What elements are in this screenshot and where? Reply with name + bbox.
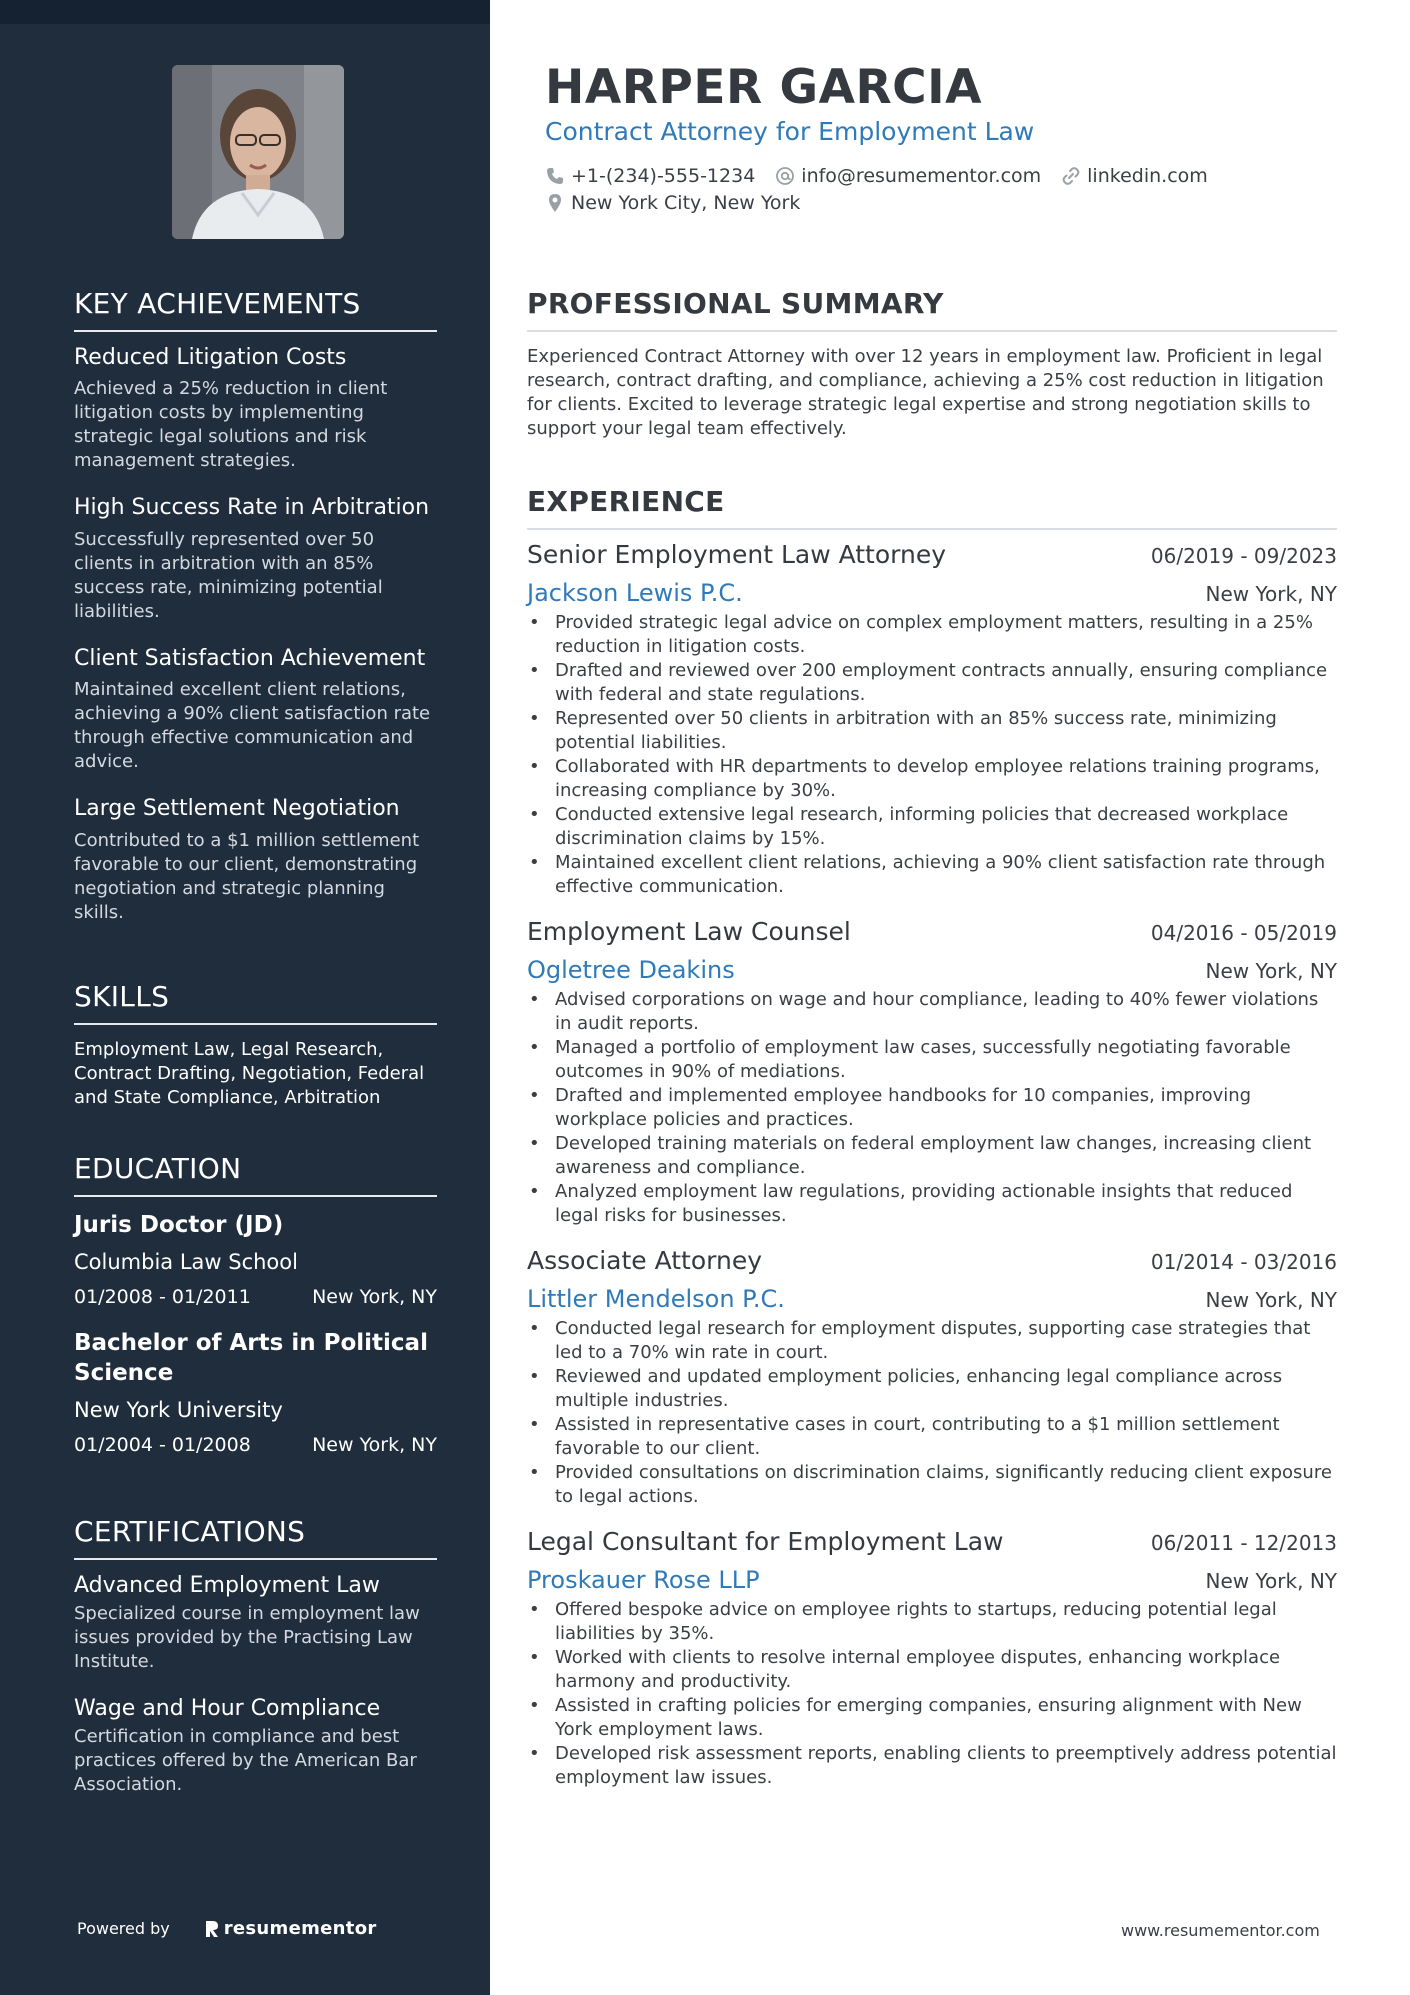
job-bullet: • Offered bespoke advice on employee rights to startups, reducing potential legal liabilities by 35%. [527, 1598, 1337, 1646]
powered-by [77, 1918, 377, 1939]
job-title: Associate Attorney [527, 1246, 763, 1275]
education-item [74, 1328, 437, 1456]
contact-row [545, 165, 1228, 187]
powered-by-label: Powered by [77, 1919, 170, 1938]
education-item [74, 1210, 437, 1308]
section-title: KEY ACHIEVEMENTS [74, 287, 437, 332]
job-subheader [527, 956, 1337, 984]
contact-location [545, 192, 800, 214]
education-degree: Bachelor of Arts in Political Science [74, 1330, 428, 1386]
job-bullets [527, 611, 1337, 899]
achievement-title: Client Satisfaction Achievement [74, 645, 426, 671]
job-dates: 06/2019 - 09/2023 [1150, 544, 1337, 568]
job-bullet: • Reviewed and updated employment policies, enhancing legal compliance across multiple industries. [527, 1365, 1337, 1413]
job-bullet: • Provided consultations on discrimination claims, significantly reducing client exposure to legal actions. [527, 1461, 1337, 1509]
certification-item [74, 1573, 437, 1674]
skills-list: Employment Law, Legal Research, Contract Drafting, Negotiation, Federal and State Compliance, Arbitration [74, 1039, 425, 1108]
professional-summary-section [527, 287, 1337, 441]
education-location: New York, NY [312, 1434, 437, 1456]
section-title: PROFESSIONAL SUMMARY [527, 287, 1337, 332]
job-entry [527, 917, 1337, 1228]
education-meta [74, 1286, 437, 1308]
achievement-description: Successfully represented over 50 clients in arbitration with an 85% success rate, minimizing potential liabilities. [74, 528, 383, 622]
candidate-role: Contract Attorney for Employment Law [545, 117, 1035, 146]
job-bullet: • Managed a portfolio of employment law cases, successfully negotiating favorable outcomes in 90% of mediations. [527, 1036, 1337, 1084]
job-company: Jackson Lewis P.C. [527, 579, 743, 607]
job-dates: 01/2014 - 03/2016 [1150, 1250, 1337, 1274]
job-dates: 06/2011 - 12/2013 [1150, 1531, 1337, 1555]
at-icon [775, 166, 795, 186]
section-title: SKILLS [74, 980, 437, 1025]
job-bullet: • Conducted legal research for employment disputes, supporting case strategies that led to a 70% win rate in court. [527, 1317, 1337, 1365]
job-bullet: • Developed training materials on federal employment law changes, increasing client awareness and compliance. [527, 1132, 1337, 1180]
contact-row-location [545, 192, 820, 214]
phone-text: +1-(234)-555-1234 [571, 165, 756, 187]
section-title: EDUCATION [74, 1152, 437, 1197]
certification-item [74, 1696, 437, 1797]
job-header [527, 1246, 1337, 1275]
job-location: New York, NY [1205, 582, 1337, 606]
education-section [74, 1152, 437, 1476]
contact-email[interactable] [775, 165, 1041, 187]
achievement-description: Maintained excellent client relations, achieving a 90% client satisfaction rate through effective communication and advice. [74, 679, 431, 773]
job-bullet: • Represented over 50 clients in arbitration with an 85% success rate, minimizing potential liabilities. [527, 707, 1337, 755]
job-bullet: • Assisted in crafting policies for emerging companies, ensuring alignment with New York employment laws. [527, 1694, 1337, 1742]
education-location: New York, NY [312, 1286, 437, 1308]
job-bullet: • Conducted extensive legal research, informing policies that decreased workplace discrimination claims by 15%. [527, 803, 1337, 851]
achievement-item [74, 796, 437, 924]
email-text: info@resumementor.com [801, 165, 1042, 187]
summary-text: Experienced Contract Attorney with over 12 years in employment law. Proficient in legal research, contract drafting, and compliance, achieving a 25% cost reduction in litigation for clients. Excited to leverage strategic legal expertise and strong negotiation skills to support your legal team effectively. [527, 346, 1324, 439]
education-meta [74, 1434, 437, 1456]
achievement-title: Large Settlement Negotiation [74, 796, 400, 822]
job-company: Littler Mendelson P.C. [527, 1285, 785, 1313]
job-title: Senior Employment Law Attorney [527, 540, 947, 569]
job-bullet: • Worked with clients to resolve internal employee disputes, enhancing workplace harmony and productivity. [527, 1646, 1337, 1694]
candidate-name: HARPER GARCIA [545, 60, 983, 115]
job-title: Employment Law Counsel [527, 917, 851, 946]
job-header [527, 540, 1337, 569]
job-bullets [527, 1317, 1337, 1509]
job-bullet: • Analyzed employment law regulations, providing actionable insights that reduced legal risks for businesses. [527, 1180, 1337, 1228]
certification-description: Specialized course in employment law issues provided by the Practising Law Institute. [74, 1603, 420, 1672]
section-title: CERTIFICATIONS [74, 1515, 437, 1560]
certification-title: Advanced Employment Law [74, 1573, 380, 1598]
education-school: New York University [74, 1398, 283, 1422]
achievement-description: Contributed to a $1 million settlement favorable to our client, demonstrating negotiation and strategic planning skills. [74, 829, 420, 923]
key-achievements-section [74, 287, 437, 947]
achievement-item [74, 345, 437, 473]
job-subheader [527, 579, 1337, 607]
profile-photo [172, 65, 344, 239]
location-text: New York City, New York [571, 192, 801, 214]
section-title: EXPERIENCE [527, 485, 1337, 530]
job-entry [527, 1527, 1337, 1790]
job-header [527, 1527, 1337, 1556]
job-title: Legal Consultant for Employment Law [527, 1527, 1004, 1556]
job-bullet: • Maintained excellent client relations, achieving a 90% client satisfaction rate through effective communication. [527, 851, 1337, 899]
job-bullet: • Assisted in representative cases in court, contributing to a $1 million settlement favorable to our client. [527, 1413, 1337, 1461]
job-bullet: • Drafted and reviewed over 200 employment contracts annually, ensuring compliance with federal and state regulations. [527, 659, 1337, 707]
location-pin-icon [545, 193, 565, 213]
brand-logo[interactable] [204, 1918, 377, 1939]
sidebar-top-strip [0, 0, 490, 24]
job-bullet: • Provided strategic legal advice on complex employment matters, resulting in a 25% reduction in litigation costs. [527, 611, 1337, 659]
education-dates: 01/2008 - 01/2011 [74, 1286, 251, 1308]
job-entry [527, 540, 1337, 899]
job-entry [527, 1246, 1337, 1509]
education-dates: 01/2004 - 01/2008 [74, 1434, 251, 1456]
job-header [527, 917, 1337, 946]
contact-linkedin[interactable] [1061, 165, 1208, 187]
job-bullets [527, 1598, 1337, 1790]
job-location: New York, NY [1205, 1569, 1337, 1593]
contact-phone[interactable] [545, 165, 755, 187]
job-location: New York, NY [1205, 959, 1337, 983]
achievement-title: Reduced Litigation Costs [74, 345, 347, 370]
phone-icon [545, 166, 565, 186]
job-dates: 04/2016 - 05/2019 [1150, 921, 1337, 945]
achievement-title: High Success Rate in Arbitration [74, 495, 430, 521]
certifications-section [74, 1515, 437, 1819]
sidebar [0, 0, 490, 1995]
brand-logo-icon [204, 1919, 220, 1939]
achievement-item [74, 646, 437, 774]
job-bullet: • Developed risk assessment reports, enabling clients to preemptively address potential employment law issues. [527, 1742, 1337, 1790]
job-subheader [527, 1566, 1337, 1594]
link-icon [1061, 166, 1081, 186]
linkedin-text: linkedin.com [1087, 165, 1208, 187]
job-subheader [527, 1285, 1337, 1313]
job-company: Ogletree Deakins [527, 956, 735, 984]
achievement-description: Achieved a 25% reduction in client litigation costs by implementing strategic legal solutions and risk management strategies. [74, 378, 388, 472]
skills-section [74, 980, 437, 1110]
education-degree: Juris Doctor (JD) [74, 1212, 284, 1238]
job-company: Proskauer Rose LLP [527, 1566, 760, 1594]
experience-section [527, 485, 1337, 1790]
job-bullet: • Drafted and implemented employee handbooks for 10 companies, improving workplace policies and practices. [527, 1084, 1337, 1132]
job-bullets [527, 988, 1337, 1228]
achievement-item [74, 495, 437, 623]
certification-description: Certification in compliance and best practices offered by the American Bar Association. [74, 1726, 417, 1795]
job-location: New York, NY [1205, 1288, 1337, 1312]
footer-url-link[interactable]: www.resumementor.com [1121, 1921, 1320, 1940]
brand-name: resumementor [223, 1918, 377, 1939]
education-school: Columbia Law School [74, 1250, 298, 1274]
job-bullet: • Advised corporations on wage and hour compliance, leading to 40% fewer violations in audit reports. [527, 988, 1337, 1036]
certification-title: Wage and Hour Compliance [74, 1696, 381, 1721]
job-bullet: • Collaborated with HR departments to develop employee relations training programs, increasing compliance by 30%. [527, 755, 1337, 803]
